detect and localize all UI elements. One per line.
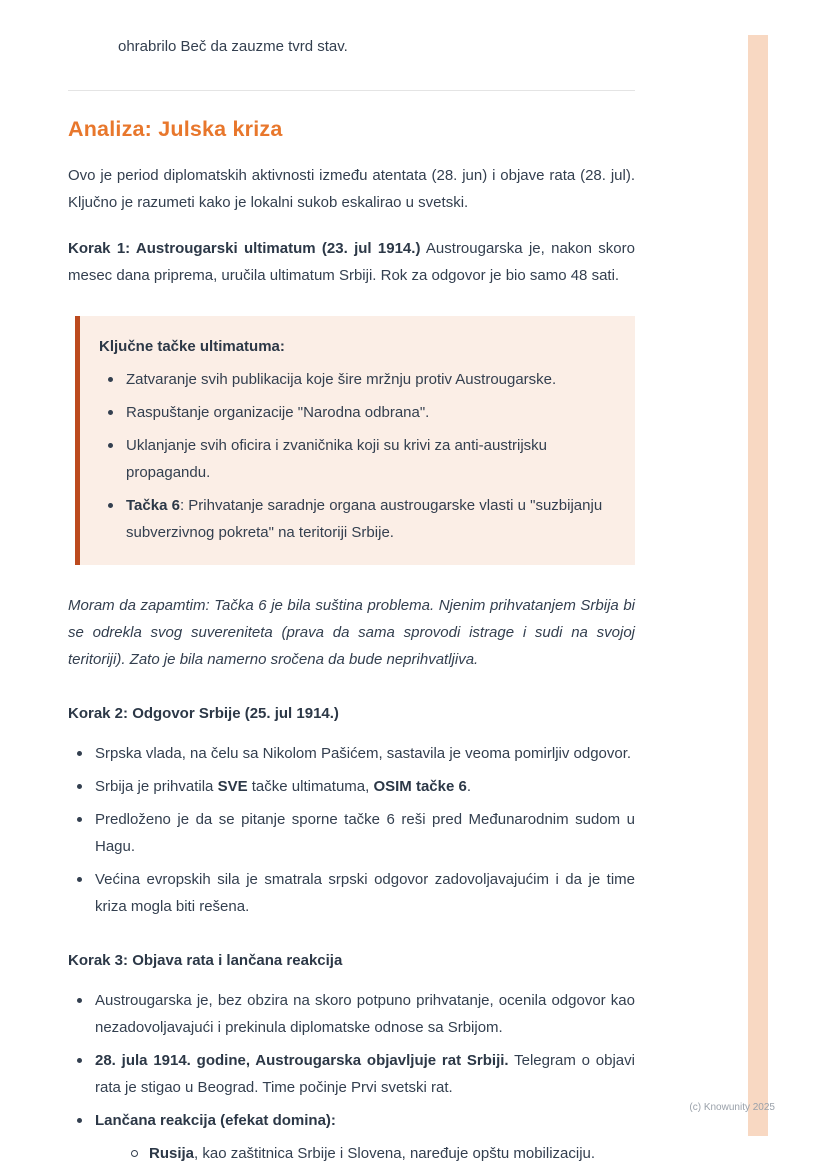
list-item-text: . bbox=[466, 778, 472, 795]
leading-text: ohrabrilo Beč da zauzme tvrd stav. bbox=[118, 38, 348, 55]
list-item-text: Austrougarska je, bez obzira na skoro potpuno prihvatanje, ocenila odgovor kao nezadovoljavajući i prekinula diplomatske odnose sa Srbijom. bbox=[95, 992, 635, 1036]
korak3-heading: Korak 3: Objava rata i lančana reakcija bbox=[68, 952, 343, 969]
list-item-text: Raspuštanje organizacije "Narodna odbrana". bbox=[126, 404, 430, 421]
korak3-sublist bbox=[122, 1140, 635, 1167]
watermark: (c) Knowunity 2025 bbox=[689, 1102, 775, 1113]
list-item bbox=[68, 987, 635, 1041]
section-title: Analiza: Julska kriza bbox=[68, 117, 283, 141]
list-item bbox=[68, 866, 635, 920]
korak2-list bbox=[68, 740, 635, 920]
list-item-bold: SVE bbox=[217, 778, 248, 795]
korak1-text: Austrougarska je, nakon skoro mesec dana priprema, uručila ultimatum Srbiji. Rok za odgovor je bio samo 48 sati. bbox=[68, 240, 635, 284]
sub-list-item bbox=[122, 1140, 635, 1167]
list-item-text: Srbija je prihvatila bbox=[95, 778, 218, 795]
list-item bbox=[68, 1047, 635, 1101]
list-item bbox=[68, 740, 635, 767]
list-item bbox=[68, 806, 635, 860]
list-item bbox=[68, 1107, 635, 1167]
section-divider bbox=[68, 90, 635, 91]
document-content bbox=[68, 0, 635, 1167]
list-item-bold: Tačka 6 bbox=[126, 497, 180, 514]
list-item bbox=[99, 492, 611, 546]
note-paragraph: Moram da zapamtim: Tačka 6 je bila suština problema. Njenim prihvatanjem Srbija bi se odrekla svog suvereniteta (prava da sama sprovodi istrage i sudi na svojoj teritoriji). Zato je bila namerno sročena da bude neprihvatljiva. bbox=[68, 597, 635, 668]
list-item-text: Telegram o objavi rata je stigao u Beograd. Time počinje Prvi svetski rat. bbox=[95, 1052, 635, 1096]
list-item bbox=[99, 399, 611, 426]
list-item-text: tačke ultimatuma, bbox=[247, 778, 374, 795]
list-item-text: Srpska vlada, na čelu sa Nikolom Pašićem, sastavila je veoma pomirljiv odgovor. bbox=[95, 745, 632, 762]
list-item-bold: OSIM tačke 6 bbox=[373, 778, 467, 795]
intro-paragraph: Ovo je period diplomatskih aktivnosti između atentata (28. jun) i objave rata (28. jul). Ključno je razumeti kako je lokalni sukob eskalirao u svetski. bbox=[68, 167, 635, 211]
list-item-text: Većina evropskih sila je smatrala srpski odgovor zadovoljavajućim i da je time kriza mogla biti rešena. bbox=[95, 871, 635, 915]
callout-title: Ključne tačke ultimatuma: bbox=[99, 338, 285, 355]
list-item bbox=[68, 773, 635, 800]
list-item-text: Zatvaranje svih publikacija koje šire mržnju protiv Austrougarske. bbox=[126, 371, 557, 388]
list-item-text: Predloženo je da se pitanje sporne tačke 6 reši pred Međunarodnim sudom u Hagu. bbox=[95, 811, 635, 855]
korak1-heading: Korak 1: Austrougarski ultimatum (23. jul 1914.) bbox=[68, 240, 421, 257]
callout-list bbox=[99, 366, 611, 546]
list-item-bold: Rusija bbox=[149, 1145, 195, 1162]
list-item bbox=[99, 366, 611, 393]
korak1-paragraph bbox=[68, 235, 635, 289]
list-item bbox=[99, 432, 611, 486]
list-item-bold: 28. jula 1914. godine, Austrougarska objavljuje rat Srbiji. bbox=[95, 1052, 509, 1069]
callout-box bbox=[75, 316, 635, 565]
list-item-text: : Prihvatanje saradnje organa austrougarske vlasti u "suzbijanju subverzivnog pokreta" na teritoriji Srbije. bbox=[126, 497, 603, 541]
korak3-list bbox=[68, 987, 635, 1167]
decorative-side-strip bbox=[748, 35, 768, 1136]
list-item-bold: Lančana reakcija (efekat domina): bbox=[95, 1112, 336, 1129]
korak2-heading: Korak 2: Odgovor Srbije (25. jul 1914.) bbox=[68, 705, 339, 722]
list-item-text: , kao zaštitnica Srbije i Slovena, naređuje opštu mobilizaciju. bbox=[194, 1145, 596, 1162]
list-item-text: Uklanjanje svih oficira i zvaničnika koji su krivi za anti-austrijsku propagandu. bbox=[126, 437, 547, 481]
